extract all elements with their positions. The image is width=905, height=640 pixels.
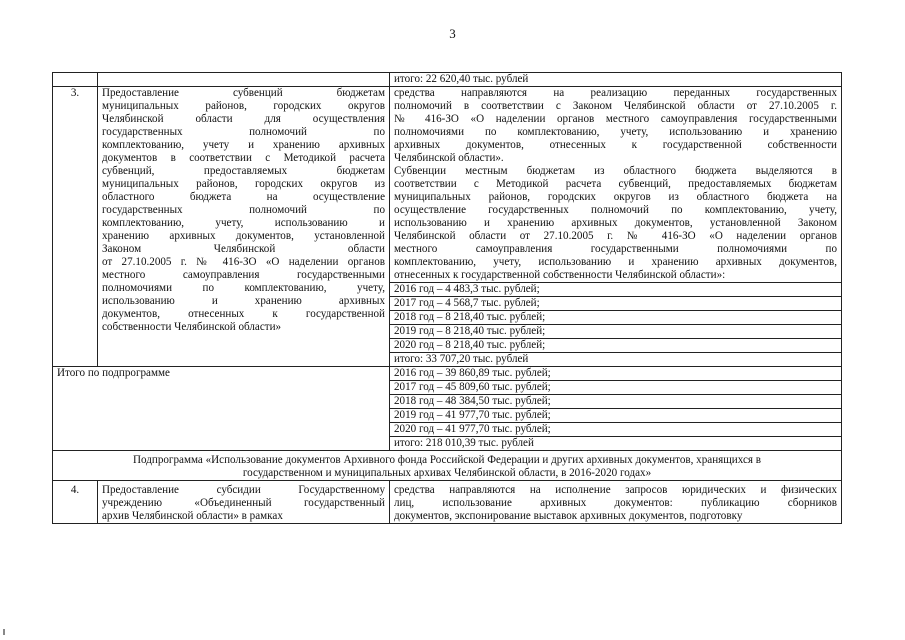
text-line: 2017 год – 45 809,60 тыс. рублей; xyxy=(390,380,841,394)
table-row-subprogram-total xyxy=(53,367,842,451)
text-line: полномочиями по комплектованию, учету, использованию и хранению xyxy=(394,126,837,138)
text-line: Челябинской области от 27.10.2005 г. № 416-ЗО «О наделении органов xyxy=(394,230,837,242)
text-line: 2018 год – 8 218,40 тыс. рублей; xyxy=(390,310,841,324)
text-line: 2019 год – 8 218,40 тыс. рублей; xyxy=(390,324,841,338)
text-line: архив Челябинской области» в рамках xyxy=(102,510,283,522)
text-line: Челябинской области». xyxy=(394,152,504,164)
subprogram-total-values xyxy=(390,367,842,451)
text-line: учреждению «Объединенный государственный xyxy=(102,497,385,509)
text-line: соответствии с Методикой расчета субвенций, предоставляемых бюджетам xyxy=(394,178,837,190)
section-header xyxy=(53,451,842,481)
text-line: архивных документов, отнесенных к государственной собственности xyxy=(394,139,837,151)
text-line: средства направляются на исполнение запросов юридических и физических xyxy=(394,484,837,496)
row-number: 3. xyxy=(53,87,98,367)
row-total: итого: 33 707,20 тыс. рублей xyxy=(390,352,841,366)
text-line: государственном и муниципальных архивах Челябинской области, в 2016-2020 годах» xyxy=(242,467,652,479)
funding-text-1 xyxy=(390,87,841,165)
subprogram-total-label: Итого по подпрограмме xyxy=(53,367,390,451)
text-line: 2018 год – 48 384,50 тыс. рублей; xyxy=(390,394,841,408)
yearly-amounts xyxy=(390,367,841,436)
text-line: местного самоуправления государственными xyxy=(102,269,385,281)
row-number: 4. xyxy=(53,481,98,524)
text-line: 2016 год – 4 483,3 тыс. рублей; xyxy=(394,283,540,295)
text-line: лиц, использование архивных документов: публикацию сборников xyxy=(394,497,837,509)
text-line: местного самоуправления государственными полномочиями по xyxy=(394,243,837,255)
text-line: использованию и хранению архивных xyxy=(102,295,385,307)
text-line: документов, экспонирование выставок архивных документов, подготовку xyxy=(394,510,743,522)
text-line: комплектованию, учету, использованию и хранению архивных документов, xyxy=(394,256,837,268)
text-line: средства направляются на реализацию переданных государственных xyxy=(394,87,837,99)
text-line: полномочиями по комплектованию, учету, xyxy=(102,282,385,294)
text-line: государственных полномочий по xyxy=(102,126,385,138)
text-line: 2020 год – 8 218,40 тыс. рублей; xyxy=(390,338,841,352)
text-line: 2016 год – 39 860,89 тыс. рублей; xyxy=(394,367,551,379)
text-line: муниципальных районов, городских округов из xyxy=(102,178,385,190)
subprogram-total: итого: 218 010,39 тыс. рублей xyxy=(390,436,841,450)
funding-description xyxy=(390,87,842,367)
scan-mark xyxy=(3,629,5,635)
text-line: Законом Челябинской области xyxy=(102,243,385,255)
text-line: документов в соответствии с Методикой расчета xyxy=(102,152,385,164)
table-row-prev-total xyxy=(53,73,842,87)
text-line: осуществление государственных полномочий по комплектованию, учету, xyxy=(394,204,837,216)
text-line: Подпрограмма «Использование документов Архивного фонда Российской Федерации и других архивных документов, хранящихся в xyxy=(133,454,761,466)
text-line: собственности Челябинской области» xyxy=(102,321,282,333)
text-line: от 27.10.2005 г. № 416-ЗО «О наделении органов xyxy=(102,256,385,268)
total-value: итого: 22 620,40 тыс. рублей xyxy=(394,73,529,85)
text-line: субвенций, предоставляемых бюджетам xyxy=(102,165,385,177)
text-line: 2019 год – 41 977,70 тыс. рублей; xyxy=(390,408,841,422)
text-line: отнесенных к государственной собственности Челябинской области»: xyxy=(394,269,726,281)
event-description xyxy=(98,87,390,367)
text-line: муниципальных районов, городских округов из областного бюджета на xyxy=(394,191,837,203)
text-line: хранению архивных документов, установленной xyxy=(102,230,385,242)
text-line: областного бюджета на осуществление xyxy=(102,191,385,203)
funding-description xyxy=(390,481,842,524)
text-line: Субвенции местным бюджетам из областного бюджета выделяются в xyxy=(394,165,837,177)
event-description xyxy=(98,481,390,524)
text-line: Челябинской области для осуществления xyxy=(102,113,385,125)
text-line: комплектованию, учету и хранению архивных xyxy=(102,139,385,151)
text-line: Предоставление субвенций бюджетам xyxy=(102,87,385,99)
table-row-4 xyxy=(53,481,842,524)
table-row-section-header xyxy=(53,451,842,481)
program-table xyxy=(52,72,842,524)
text-line: государственных полномочий по xyxy=(102,204,385,216)
page-number: 3 xyxy=(449,26,456,41)
text-line: использованию и хранению архивных документов, установленной Законом xyxy=(394,217,837,229)
text-line: № 416-ЗО «О наделении органов местного самоуправления государственными xyxy=(394,113,837,125)
text-line: комплектованию, учету, использованию и xyxy=(102,217,385,229)
text-line: полномочий в соответствии с Законом Челябинской области от 27.10.2005 г. xyxy=(394,100,837,112)
text-line: 2020 год – 41 977,70 тыс. рублей; xyxy=(390,422,841,436)
funding-text-2 xyxy=(390,165,841,282)
yearly-amounts xyxy=(390,282,841,352)
text-line: муниципальных районов, городских округов xyxy=(102,100,385,112)
table-row-3 xyxy=(53,87,842,367)
text-line: Предоставление субсидии Государственному xyxy=(102,484,385,496)
text-line: 2017 год – 4 568,7 тыс. рублей; xyxy=(390,296,841,310)
text-line: документов, отнесенных к государственной xyxy=(102,308,385,320)
